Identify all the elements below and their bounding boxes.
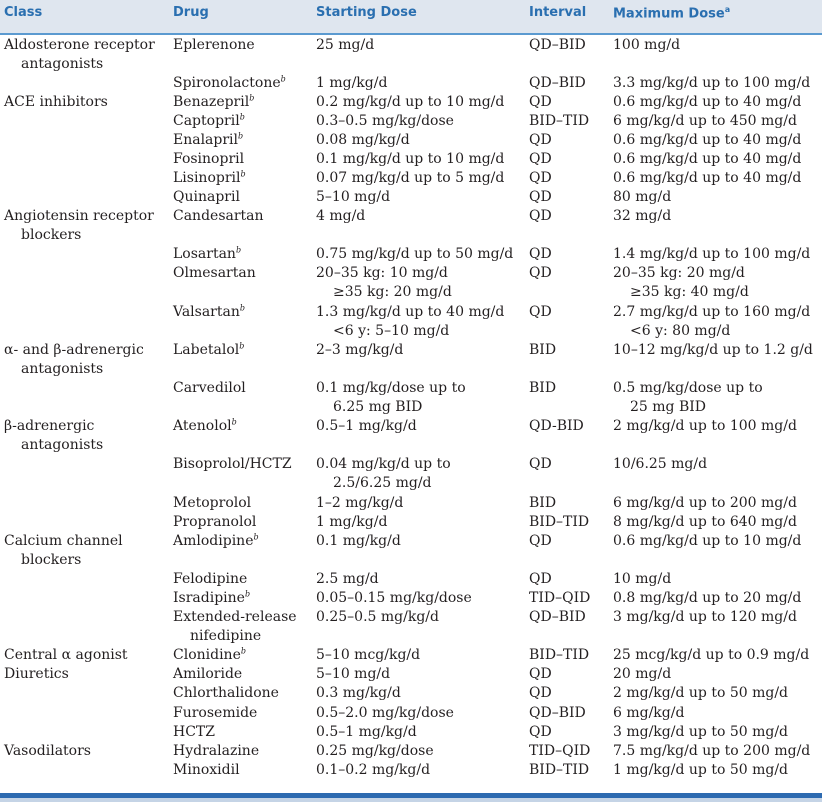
- footnote-marker: b: [235, 245, 242, 255]
- drug-cell: [173, 627, 261, 646]
- starting-dose-cell-text: 0.3–0.5 mg/kg/dose: [316, 113, 454, 129]
- maximum-dose-cell-text: 1.4 mg/kg/d up to 100 mg/d: [613, 246, 811, 262]
- class-cell: [4, 36, 155, 55]
- drug-cell: [173, 112, 245, 131]
- starting-dose-cell: [316, 379, 466, 398]
- drug-cell-text: Fosinopril: [173, 151, 245, 167]
- maximum-dose-cell-text: 7.5 mg/kg/d up to 200 mg/d: [613, 743, 811, 759]
- maximum-dose-cell: [613, 341, 813, 360]
- maximum-dose-cell-text: 10–12 mg/kg/d up to 1.2 g/d: [613, 342, 813, 358]
- class-cell-text: α- and β-adrenergic: [4, 342, 144, 358]
- maximum-dose-cell-text: 100 mg/d: [613, 37, 681, 53]
- drug-cell-text: Carvedilol: [173, 380, 246, 396]
- drug-cell-text: Metoprolol: [173, 495, 252, 511]
- drug-cell: [173, 742, 259, 761]
- drug-cell-text: Valsartan: [173, 304, 240, 320]
- starting-dose-cell-text: 0.1 mg/kg/dose up to: [316, 380, 466, 396]
- interval-cell: [529, 570, 552, 589]
- drug-cell-text: Bisoprolol/HCTZ: [173, 456, 292, 472]
- drug-cell-text: Spironolactone: [173, 75, 281, 91]
- drug-cell: [173, 684, 279, 703]
- interval-cell: [529, 150, 552, 169]
- footnote-marker: b: [253, 532, 259, 542]
- header-starting-dose: Starting Dose: [316, 5, 417, 20]
- maximum-dose-cell-text: 0.6 mg/kg/d up to 10 mg/d: [613, 533, 802, 549]
- maximum-dose-cell: [613, 608, 797, 627]
- starting-dose-cell-text: 1.3 mg/kg/d up to 40 mg/d: [316, 304, 505, 320]
- maximum-dose-cell-text: 6 mg/kg/d up to 200 mg/d: [613, 495, 797, 511]
- drug-cell: [173, 704, 257, 723]
- starting-dose-cell-text: 25 mg/d: [316, 37, 375, 53]
- interval-cell-text: QD–BID: [529, 75, 586, 91]
- starting-dose-cell-text: 1–2 mg/kg/d: [316, 495, 404, 511]
- class-cell-text: β-adrenergic: [4, 418, 95, 434]
- drug-cell: [173, 379, 246, 398]
- starting-dose-cell: [316, 245, 513, 264]
- starting-dose-cell-text: 0.07 mg/kg/d up to 5 mg/d: [316, 170, 505, 186]
- footnote-marker: b: [239, 303, 245, 313]
- maximum-dose-cell-text: 0.6 mg/kg/d up to 40 mg/d: [613, 132, 802, 148]
- starting-dose-cell-text: 0.25 mg/kg/dose: [316, 743, 434, 759]
- maximum-dose-cell-text: 2 mg/kg/d up to 100 mg/d: [613, 418, 797, 434]
- drug-cell-text: Atenolol: [173, 418, 232, 434]
- starting-dose-cell: [316, 684, 401, 703]
- drug-cell-text: Lisinopril: [173, 170, 241, 186]
- starting-dose-cell-text: 0.08 mg/kg/d: [316, 132, 410, 148]
- interval-cell-text: QD–BID: [529, 705, 586, 721]
- maximum-dose-cell: [613, 398, 706, 417]
- starting-dose-cell-text: 1 mg/kg/d: [316, 514, 388, 530]
- maximum-dose-cell-text: 25 mg BID: [630, 399, 706, 415]
- interval-cell: [529, 742, 590, 761]
- maximum-dose-cell: [613, 665, 671, 684]
- class-cell: [4, 742, 91, 761]
- drug-cell: [173, 513, 256, 532]
- drug-cell-text: Benazepril: [173, 94, 250, 110]
- interval-cell: [529, 723, 552, 742]
- maximum-dose-cell: [613, 455, 707, 474]
- maximum-dose-cell: [613, 207, 671, 226]
- maximum-dose-cell-text: 1 mg/kg/d up to 50 mg/d: [613, 762, 788, 778]
- class-cell-text: antagonists: [21, 437, 104, 453]
- interval-cell-text: QD: [529, 666, 552, 682]
- class-cell: [4, 646, 128, 665]
- starting-dose-cell-text: 0.1 mg/kg/d: [316, 533, 401, 549]
- interval-cell: [529, 513, 589, 532]
- class-cell-text: Aldosterone receptor: [4, 37, 155, 53]
- drug-cell: [173, 589, 250, 608]
- drug-cell-text: Amiloride: [173, 666, 243, 682]
- starting-dose-cell-text: 5–10 mg/d: [316, 666, 391, 682]
- interval-cell-text: QD: [529, 265, 552, 281]
- starting-dose-cell: [316, 513, 387, 532]
- starting-dose-cell-text: 0.05–0.15 mg/kg/dose: [316, 590, 472, 606]
- drug-cell-text: HCTZ: [173, 724, 215, 740]
- maximum-dose-cell: [613, 761, 788, 780]
- starting-dose-cell: [316, 341, 403, 360]
- class-cell-text: antagonists: [21, 56, 104, 72]
- interval-cell-text: QD: [529, 246, 552, 262]
- footnote-marker: b: [231, 417, 237, 427]
- drug-cell-text: Isradipine: [173, 590, 245, 606]
- starting-dose-cell: [316, 131, 410, 150]
- interval-cell: [529, 169, 552, 188]
- interval-cell-text: BID: [529, 380, 557, 396]
- footnote-marker: b: [240, 646, 246, 656]
- drug-cell-text: Furosemide: [173, 705, 258, 721]
- drug-cell-text: Felodipine: [173, 571, 248, 587]
- maximum-dose-cell: [613, 74, 810, 93]
- class-cell-text: Diuretics: [4, 666, 69, 682]
- maximum-dose-cell-text: 2 mg/kg/d up to 50 mg/d: [613, 685, 788, 701]
- drug-cell: [173, 646, 246, 665]
- starting-dose-cell-text: <6 y: 5–10 mg/d: [333, 323, 450, 339]
- drug-cell: [173, 761, 240, 780]
- drug-cell: [173, 341, 244, 360]
- class-cell: [4, 551, 81, 570]
- maximum-dose-cell: [613, 570, 671, 589]
- maximum-dose-cell: [613, 704, 684, 723]
- starting-dose-cell-text: 0.1–0.2 mg/kg/d: [316, 762, 431, 778]
- interval-cell-text: QD: [529, 170, 552, 186]
- maximum-dose-cell-text: 0.6 mg/kg/d up to 40 mg/d: [613, 94, 802, 110]
- interval-cell: [529, 532, 552, 551]
- interval-cell: [529, 341, 556, 360]
- starting-dose-cell: [316, 150, 504, 169]
- maximum-dose-cell-text: ≥35 kg: 40 mg/d: [630, 284, 749, 300]
- starting-dose-cell: [316, 188, 390, 207]
- maximum-dose-cell: [613, 494, 797, 513]
- interval-cell-text: QD–BID: [529, 37, 586, 53]
- maximum-dose-cell-text: 0.6 mg/kg/d up to 40 mg/d: [613, 151, 802, 167]
- starting-dose-cell: [316, 322, 449, 341]
- starting-dose-cell: [316, 474, 432, 493]
- starting-dose-cell: [316, 398, 422, 417]
- interval-cell-text: QD-BID: [529, 418, 584, 434]
- starting-dose-cell: [316, 303, 504, 322]
- starting-dose-cell: [316, 589, 472, 608]
- drug-cell-text: Candesartan: [173, 208, 264, 224]
- starting-dose-cell-text: 0.25–0.5 mg/kg/d: [316, 609, 439, 625]
- drug-cell: [173, 131, 243, 150]
- header-divider: [0, 33, 822, 35]
- drug-cell-text: Hydralazine: [173, 743, 260, 759]
- starting-dose-cell: [316, 36, 374, 55]
- drug-cell: [173, 150, 244, 169]
- drug-cell: [173, 303, 245, 322]
- maximum-dose-cell: [613, 417, 797, 436]
- drug-cell-text: Enalapril: [173, 132, 239, 148]
- interval-cell: [529, 455, 552, 474]
- interval-cell: [529, 379, 556, 398]
- class-cell-text: antagonists: [21, 361, 104, 377]
- interval-cell-text: QD: [529, 724, 552, 740]
- starting-dose-cell-text: 2–3 mg/kg/d: [316, 342, 404, 358]
- drug-cell: [173, 188, 240, 207]
- class-cell: [4, 93, 108, 112]
- drug-cell-text: Labetalol: [173, 342, 240, 358]
- maximum-dose-cell-text: 6 mg/kg/d up to 450 mg/d: [613, 113, 797, 129]
- starting-dose-cell-text: 20–35 kg: 10 mg/d: [316, 265, 448, 281]
- drug-cell-text: Quinapril: [173, 189, 240, 205]
- interval-cell-text: QD: [529, 208, 552, 224]
- maximum-dose-cell: [613, 112, 797, 131]
- interval-cell: [529, 704, 586, 723]
- maximum-dose-cell: [613, 93, 801, 112]
- maximum-dose-cell: [613, 532, 801, 551]
- drug-cell: [173, 455, 292, 474]
- starting-dose-cell: [316, 207, 365, 226]
- class-cell: [4, 207, 154, 226]
- drug-cell: [173, 723, 215, 742]
- class-cell: [4, 360, 103, 379]
- starting-dose-cell-text: 1 mg/kg/d: [316, 75, 388, 91]
- maximum-dose-cell: [613, 283, 749, 302]
- interval-cell: [529, 74, 586, 93]
- footnote-marker: b: [244, 589, 251, 599]
- interval-cell: [529, 608, 586, 627]
- class-cell-text: blockers: [21, 552, 82, 568]
- drug-cell-text: Clonidine: [173, 647, 241, 663]
- maximum-dose-cell-text: 3 mg/kg/d up to 120 mg/d: [613, 609, 797, 625]
- interval-cell: [529, 684, 552, 703]
- maximum-dose-cell: [613, 379, 763, 398]
- starting-dose-cell: [316, 665, 390, 684]
- bottom-rule-light: [0, 798, 822, 802]
- starting-dose-cell: [316, 169, 504, 188]
- starting-dose-cell: [316, 742, 434, 761]
- class-cell-text: Calcium channel: [4, 533, 123, 549]
- drug-cell: [173, 245, 241, 264]
- drug-cell-text: Olmesartan: [173, 265, 256, 281]
- maximum-dose-cell: [613, 589, 801, 608]
- drug-cell-text: Amlodipine: [173, 533, 254, 549]
- starting-dose-cell: [316, 532, 401, 551]
- drug-cell: [173, 494, 251, 513]
- starting-dose-cell: [316, 570, 379, 589]
- maximum-dose-cell: [613, 169, 801, 188]
- starting-dose-cell-text: 0.5–1 mg/kg/d: [316, 724, 417, 740]
- starting-dose-cell-text: 2.5/6.25 mg/d: [333, 475, 432, 491]
- interval-cell-text: QD: [529, 189, 552, 205]
- starting-dose-cell: [316, 494, 403, 513]
- starting-dose-cell-text: 0.5–1 mg/kg/d: [316, 418, 417, 434]
- maximum-dose-cell-text: 3 mg/kg/d up to 50 mg/d: [613, 724, 788, 740]
- footnote-marker: b: [239, 112, 245, 122]
- starting-dose-cell: [316, 704, 454, 723]
- interval-cell-text: BID–TID: [529, 514, 590, 530]
- class-cell-text: blockers: [21, 227, 82, 243]
- maximum-dose-cell-text: 6 mg/kg/d: [613, 705, 685, 721]
- footnote-marker: b: [249, 93, 255, 103]
- maximum-dose-cell-text: 80 mg/d: [613, 189, 672, 205]
- maximum-dose-cell: [613, 245, 810, 264]
- maximum-dose-cell-text: 20 mg/d: [613, 666, 672, 682]
- interval-cell-text: TID–QID: [529, 590, 591, 606]
- interval-cell: [529, 494, 556, 513]
- starting-dose-cell-text: 0.5–2.0 mg/kg/dose: [316, 705, 454, 721]
- interval-cell: [529, 303, 552, 322]
- starting-dose-cell: [316, 417, 417, 436]
- drug-cell: [173, 169, 246, 188]
- maximum-dose-cell: [613, 36, 680, 55]
- maximum-dose-cell-text: 0.5 mg/kg/dose up to: [613, 380, 763, 396]
- interval-cell: [529, 188, 552, 207]
- class-cell: [4, 436, 103, 455]
- maximum-dose-cell-text: 10/6.25 mg/d: [613, 456, 708, 472]
- interval-cell: [529, 646, 589, 665]
- class-cell: [4, 532, 123, 551]
- maximum-dose-cell-text: 8 mg/kg/d up to 640 mg/d: [613, 514, 797, 530]
- drug-cell: [173, 207, 264, 226]
- class-cell: [4, 341, 144, 360]
- interval-cell-text: BID–TID: [529, 762, 590, 778]
- interval-cell: [529, 264, 552, 283]
- maximum-dose-cell: [613, 742, 810, 761]
- maximum-dose-cell: [613, 684, 788, 703]
- starting-dose-cell: [316, 455, 451, 474]
- maximum-dose-cell: [613, 131, 801, 150]
- starting-dose-cell-text: ≥35 kg: 20 mg/d: [333, 284, 452, 300]
- maximum-dose-cell-text: 0.6 mg/kg/d up to 40 mg/d: [613, 170, 802, 186]
- drug-cell-text: Chlorthalidone: [173, 685, 279, 701]
- starting-dose-cell: [316, 264, 448, 283]
- drug-cell-text: Extended-release: [173, 609, 297, 625]
- starting-dose-cell-text: 4 mg/d: [316, 208, 366, 224]
- starting-dose-cell-text: 5–10 mg/d: [316, 189, 391, 205]
- header-class: Class: [4, 5, 43, 20]
- footnote-marker: b: [238, 131, 244, 141]
- maximum-dose-cell-text: 0.8 mg/kg/d up to 20 mg/d: [613, 590, 802, 606]
- interval-cell: [529, 93, 552, 112]
- maximum-dose-cell: [613, 723, 788, 742]
- starting-dose-cell-text: 0.04 mg/kg/d up to: [316, 456, 451, 472]
- interval-cell: [529, 665, 552, 684]
- drug-cell: [173, 264, 256, 283]
- starting-dose-cell-text: 6.25 mg BID: [333, 399, 423, 415]
- maximum-dose-cell: [613, 322, 730, 341]
- interval-cell: [529, 36, 586, 55]
- drug-cell-text: Losartan: [173, 246, 236, 262]
- class-cell: [4, 665, 69, 684]
- starting-dose-cell-text: 2.5 mg/d: [316, 571, 379, 587]
- interval-cell-text: QD: [529, 304, 552, 320]
- interval-cell-text: BID: [529, 495, 557, 511]
- header-maximum-dose: [613, 5, 730, 21]
- header-footnote-marker: a: [724, 5, 731, 14]
- starting-dose-cell: [316, 112, 454, 131]
- interval-cell: [529, 245, 552, 264]
- class-cell: [4, 226, 81, 245]
- starting-dose-cell: [316, 761, 430, 780]
- maximum-dose-cell-text: <6 y: 80 mg/d: [630, 323, 731, 339]
- interval-cell: [529, 207, 552, 226]
- starting-dose-cell: [316, 93, 504, 112]
- interval-cell: [529, 417, 584, 436]
- drug-cell: [173, 570, 247, 589]
- footnote-marker: b: [240, 169, 246, 179]
- header-maximum-dose-label: Maximum Dose: [613, 6, 725, 22]
- maximum-dose-cell: [613, 303, 810, 322]
- class-cell: [4, 55, 103, 74]
- maximum-dose-cell-text: 32 mg/d: [613, 208, 672, 224]
- maximum-dose-cell: [613, 513, 797, 532]
- drug-cell-text: Minoxidil: [173, 762, 240, 778]
- maximum-dose-cell-text: 20–35 kg: 20 mg/d: [613, 265, 745, 281]
- starting-dose-cell-text: 0.3 mg/kg/d: [316, 685, 401, 701]
- interval-cell-text: QD: [529, 685, 552, 701]
- drug-cell-text: Captopril: [173, 113, 240, 129]
- drug-cell: [173, 532, 259, 551]
- interval-cell-text: TID–QID: [529, 743, 591, 759]
- starting-dose-cell: [316, 723, 417, 742]
- drug-cell: [173, 93, 254, 112]
- maximum-dose-cell-text: 3.3 mg/kg/d up to 100 mg/d: [613, 75, 811, 91]
- interval-cell-text: QD: [529, 533, 552, 549]
- starting-dose-cell-text: 0.2 mg/kg/d up to 10 mg/d: [316, 94, 505, 110]
- maximum-dose-cell-text: 2.7 mg/kg/d up to 160 mg/d: [613, 304, 811, 320]
- drug-cell: [173, 74, 286, 93]
- drug-cell: [173, 36, 255, 55]
- interval-cell-text: QD: [529, 571, 552, 587]
- interval-cell-text: QD–BID: [529, 609, 586, 625]
- starting-dose-cell-text: 0.75 mg/kg/d up to 50 mg/d: [316, 246, 514, 262]
- maximum-dose-cell: [613, 264, 745, 283]
- drug-cell-text: nifedipine: [190, 628, 262, 644]
- class-cell: [4, 417, 94, 436]
- interval-cell: [529, 761, 589, 780]
- interval-cell-text: BID: [529, 342, 557, 358]
- class-cell-text: Vasodilators: [4, 743, 91, 759]
- starting-dose-cell-text: 0.1 mg/kg/d up to 10 mg/d: [316, 151, 505, 167]
- class-cell-text: ACE inhibitors: [4, 94, 108, 110]
- maximum-dose-cell: [613, 646, 809, 665]
- interval-cell-text: QD: [529, 151, 552, 167]
- drug-cell: [173, 665, 242, 684]
- drug-cell: [173, 417, 237, 436]
- maximum-dose-cell-text: 10 mg/d: [613, 571, 672, 587]
- interval-cell: [529, 131, 552, 150]
- interval-cell-text: QD: [529, 456, 552, 472]
- starting-dose-cell: [316, 608, 439, 627]
- drug-cell-text: Eplerenone: [173, 37, 255, 53]
- drug-cell-text: Propranolol: [173, 514, 257, 530]
- interval-cell-text: QD: [529, 94, 552, 110]
- interval-cell-text: QD: [529, 132, 552, 148]
- interval-cell-text: BID–TID: [529, 113, 590, 129]
- maximum-dose-cell-text: 25 mcg/kg/d up to 0.9 mg/d: [613, 647, 810, 663]
- interval-cell: [529, 589, 590, 608]
- drug-cell: [173, 608, 297, 627]
- starting-dose-cell-text: 5–10 mcg/kg/d: [316, 647, 421, 663]
- interval-cell: [529, 112, 589, 131]
- maximum-dose-cell: [613, 188, 671, 207]
- starting-dose-cell: [316, 646, 420, 665]
- footnote-marker: b: [239, 341, 245, 351]
- class-cell-text: Angiotensin receptor: [4, 208, 154, 224]
- header-drug: Drug: [173, 5, 209, 20]
- footnote-marker: b: [280, 74, 286, 84]
- header-interval: Interval: [529, 5, 587, 20]
- maximum-dose-cell: [613, 150, 801, 169]
- starting-dose-cell: [316, 74, 387, 93]
- interval-cell-text: BID–TID: [529, 647, 590, 663]
- class-cell-text: Central α agonist: [4, 647, 128, 663]
- starting-dose-cell: [316, 283, 452, 302]
